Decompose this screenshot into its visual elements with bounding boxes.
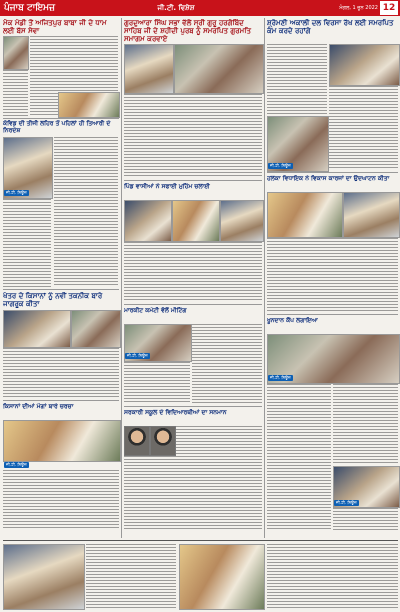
story-text bbox=[329, 86, 398, 170]
headline-3: ਸ਼੍ਰੋਮਣੀ ਅਕਾਲੀ ਦਲ ਵਿਰਸਾ ਰੱਖ ਲਈ ਸਮਰਪਿਤ ਕੰਮ ਕਰਦੇ ਰਹਾਂਗੇ bbox=[267, 19, 394, 35]
story-text bbox=[333, 384, 398, 464]
story-text bbox=[124, 242, 262, 302]
page-number: 12 bbox=[380, 1, 398, 15]
news-badge: ਜੀ.ਟੀ. ਨਿਊਜ਼ bbox=[6, 190, 27, 195]
paper-title: ਪੰਜਾਬ ਟਾਇਮਜ਼ bbox=[4, 3, 55, 13]
story-photo bbox=[3, 544, 85, 610]
story-photo bbox=[71, 310, 121, 348]
news-badge: ਜੀ.ਟੀ. ਨਿਊਜ਼ bbox=[127, 353, 148, 358]
story-text bbox=[124, 94, 262, 178]
story-photo bbox=[179, 544, 265, 610]
dateline: ਮੰਗਲ, 1 ਜੂਨ 2022 bbox=[339, 5, 378, 11]
story-text bbox=[192, 324, 262, 404]
story-photo bbox=[124, 44, 174, 94]
story-photo bbox=[172, 200, 220, 242]
story-text bbox=[86, 544, 176, 608]
headline-5: ਖੇਤਰ ਦੇ ਕਿਸਾਨਾਂ ਨੂੰ ਨਵੀਂ ਤਕਨੀਕ ਬਾਰੇ ਜਾਗਰੂਕ ਕੀਤਾ bbox=[3, 292, 103, 308]
headline-10: ਹਲਕਾ ਵਿਧਾਇਕ ਨੇ ਵਿਕਾਸ ਕਾਰਜਾਂ ਦਾ ਉਦਘਾਟਨ ਕੀਤਾ bbox=[267, 175, 390, 182]
story-photo bbox=[3, 420, 121, 462]
story-photo bbox=[124, 200, 172, 242]
story-text bbox=[267, 384, 331, 530]
story-photo bbox=[58, 92, 120, 118]
story-photo bbox=[343, 192, 400, 238]
headline-2: ਗੁਰਦੁਆਰਾ ਸਿੰਘ ਸਭਾ ਵੱਲੋਂ ਸ੍ਰੀ ਗੁਰੂ ਹਰਗੋਬਿੰਦ ਸਾਹਿਬ ਜੀ ਦੇ ਸ਼ਹੀਦੀ ਪੁਰਬ ਨੂੰ ਸਮਰਪਿਤ ਗੁਰਮਤਿ ਸਮਾਗਮ ਕਰਵਾਏ bbox=[124, 19, 251, 43]
headline-6: ਕਿਸਾਨਾਂ ਦੀਆਂ ਮੰਗਾਂ ਬਾਰੇ ਚਰਚਾ bbox=[3, 403, 74, 410]
headline-8: ਮਾਰਕੀਟ ਕਮੇਟੀ ਵੱਲੋਂ ਮੀਟਿੰਗ bbox=[124, 307, 187, 314]
section-title: ਜੀ.ਟੀ. ਵਿਸ਼ੇਸ਼ bbox=[157, 3, 195, 12]
news-badge: ਜੀ.ਟੀ. ਨਿਊਜ਼ bbox=[270, 163, 291, 168]
story-text bbox=[267, 544, 398, 608]
story-text bbox=[3, 348, 119, 398]
story-text bbox=[124, 362, 190, 404]
portrait-photo bbox=[124, 426, 150, 456]
news-badge: ਜੀ.ਟੀ. ਨਿਊਜ਼ bbox=[270, 375, 291, 380]
story-text bbox=[3, 199, 51, 287]
headline-4: ਕੋਵਿਡ ਦੀ ਤੀਜੀ ਲਹਿਰ ਤੋਂ ਪਹਿਲਾਂ ਹੀ ਤਿਆਰੀ ਦੇ ਨਿਰਦੇਸ਼ bbox=[3, 120, 111, 134]
story-text bbox=[3, 470, 119, 530]
story-text bbox=[333, 508, 398, 530]
story-text bbox=[124, 456, 262, 530]
headline-7: ਪਿੰਡ ਵਾਸੀਆਂ ਨੇ ਸਫਾਈ ਮੁਹਿੰਮ ਚਲਾਈ bbox=[124, 183, 210, 190]
story-text bbox=[176, 426, 262, 454]
story-photo bbox=[220, 200, 264, 242]
story-text bbox=[267, 238, 398, 312]
story-text bbox=[3, 70, 28, 116]
headline-11: ਖੂਨਦਾਨ ਕੈਂਪ ਲਗਾਇਆ bbox=[267, 317, 318, 324]
story-text bbox=[54, 137, 118, 287]
story-photo bbox=[329, 44, 400, 86]
story-photo bbox=[267, 192, 343, 238]
headline-1: ਮੋਕ ਮੰਡੀ ਤੋਂ ਅਜਿਤਪੁਰ ਬਾਬਾ ਜੀ ਦੇ ਧਾਮ ਲਈ ਬੱਸ ਸੇਵਾ bbox=[3, 19, 107, 35]
story-photo bbox=[3, 310, 71, 348]
story-photo bbox=[174, 44, 264, 94]
masthead bbox=[0, 0, 400, 16]
news-badge: ਜੀ.ਟੀ. ਨਿਊਜ਼ bbox=[6, 462, 27, 467]
portrait-photo bbox=[150, 426, 176, 456]
headline-9: ਸਰਕਾਰੀ ਸਕੂਲ ਦੇ ਵਿਦਿਆਰਥੀਆਂ ਦਾ ਸਨਮਾਨ bbox=[124, 409, 227, 416]
story-photo bbox=[3, 36, 29, 70]
story-text bbox=[267, 44, 327, 114]
news-badge: ਜੀ.ਟੀ. ਨਿਊਜ਼ bbox=[336, 500, 357, 505]
